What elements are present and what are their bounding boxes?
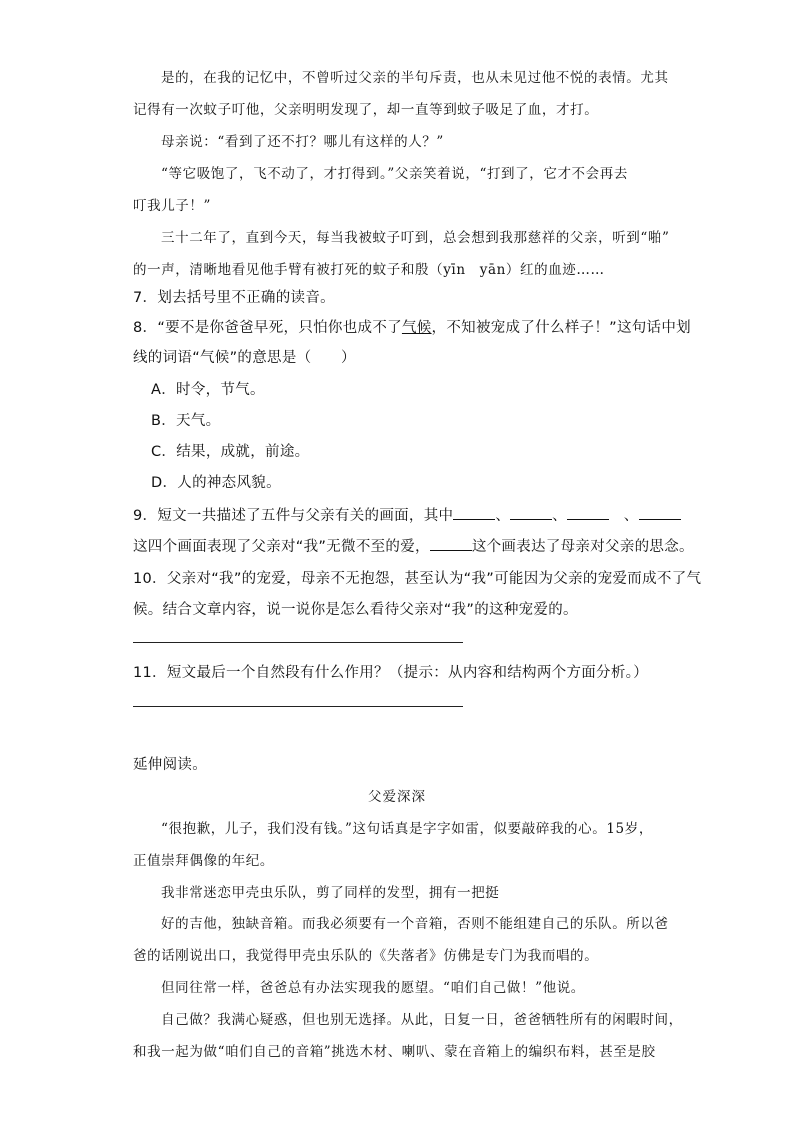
extension-line-5: 爸的话刚说出口，我觉得甲壳虫乐队的《失落者》仿佛是专门为我而唱的。: [133, 948, 599, 964]
question-9-text-3: 这个画表达了母亲对父亲的思念。: [471, 539, 694, 555]
question-8-option-c[interactable]: C．结果，成就，前途。: [151, 444, 310, 460]
extension-line-8: 和我一起为做“咱们自己的音箱”挑选木材、喇叭、蒙在音箱上的编织布料，甚至是胶: [133, 1044, 656, 1060]
question-9-line-2: [133, 535, 694, 556]
answer-blank-4[interactable]: [639, 506, 681, 520]
extension-line-3: 我非常迷恋甲壳虫乐队，剪了同样的发型，拥有一把挺: [161, 885, 500, 901]
story-paragraph-4-line-2: 的一声，清晰地看见他手臂有被打死的蚊子和殷（yīn yān）红的血迹……: [133, 262, 605, 278]
story-paragraph-3-line-1: “等它吸饱了，飞不动了，才打得到。”父亲笑着说，“打到了，它才不会再去: [161, 166, 628, 182]
extension-line-1: “很抱歉，儿子，我们没有钱。”这句话真是字字如雷，似要敲碎我的心。15岁，: [161, 821, 653, 837]
question-9-line-1: [133, 504, 681, 525]
question-8-option-b[interactable]: B．天气。: [151, 413, 221, 429]
extension-line-2: 正值崇拜偶像的年纪。: [133, 853, 274, 869]
blank-separator: 、: [608, 508, 639, 524]
answer-blank-3[interactable]: [567, 506, 609, 520]
blank-separator: 、: [552, 508, 567, 524]
extension-line-4: 好的吉他，独缺音箱。而我必须要有一个音箱，否则不能组建自己的乐队。所以爸: [161, 916, 669, 932]
question-10-line-1: 10．父亲对“我”的宠爱，母亲不无抱怨，甚至认为“我”可能因为父亲的宠爱而成不了气: [133, 571, 702, 587]
question-11-answer-line[interactable]: [133, 706, 463, 707]
question-8-underlined-word: 气候: [401, 320, 432, 336]
question-9-text-2: 这四个画面表现了父亲对“我”无微不至的爱，: [133, 539, 430, 555]
blank-separator: 、: [495, 508, 511, 524]
answer-blank-2[interactable]: [510, 506, 552, 520]
question-8-text-a: 8．“要不是你爸爸早死，只怕你也成不了: [133, 320, 402, 336]
story-paragraph-1-line-1: 是的，在我的记忆中，不曾听过父亲的半句斥责，也从未见过他不悦的表情。尤其: [161, 70, 669, 86]
question-10-answer-line[interactable]: [133, 642, 463, 643]
answer-blank-1[interactable]: [453, 506, 495, 520]
question-8-option-d[interactable]: D．人的神态风貌。: [151, 475, 281, 491]
story-paragraph-3-line-2: 叮我儿子！”: [133, 198, 212, 214]
question-8-line-2: 线的词语“气候”的意思是（ ）: [133, 350, 356, 366]
extension-title: 父爱深深: [368, 789, 426, 805]
question-10-line-2: 候。结合文章内容，说一说你是怎么看待父亲对“我”的这种宠爱的。: [133, 602, 578, 618]
extension-line-6: 但同往常一样，爸爸总有办法实现我的愿望。“咱们自己做！”他说。: [161, 980, 585, 996]
answer-blank-5[interactable]: [430, 537, 472, 551]
question-9-text: 9．短文一共描述了五件与父亲有关的画面，其中: [133, 508, 454, 524]
question-8-option-a[interactable]: A．时令，节气。: [151, 382, 265, 398]
extension-line-7: 自己做？我满心疑惑，但也别无选择。从此，日复一日，爸爸牺牲所有的闲暇时间，: [161, 1012, 683, 1028]
question-7: 7．划去括号里不正确的读音。: [133, 290, 335, 306]
question-8-text-b: ，不知被宠成了什么样子！”这句话中划: [431, 320, 691, 336]
story-paragraph-4-line-1: 三十二年了，直到今天，每当我被蚊子叮到，总会想到我那慈祥的父亲，听到“啪”: [161, 230, 670, 246]
story-paragraph-1-line-2: 记得有一次蚊子叮他，父亲明明发现了，却一直等到蚊子吸足了血，才打。: [133, 102, 599, 118]
extension-heading: 延伸阅读。: [133, 757, 207, 773]
question-8-line-1: [133, 316, 691, 337]
story-paragraph-2: 母亲说：“看到了还不打？哪儿有这样的人？”: [161, 134, 444, 150]
question-11: 11．短文最后一个自然段有什么作用？（提示：从内容和结构两个方面分析。）: [133, 665, 648, 681]
